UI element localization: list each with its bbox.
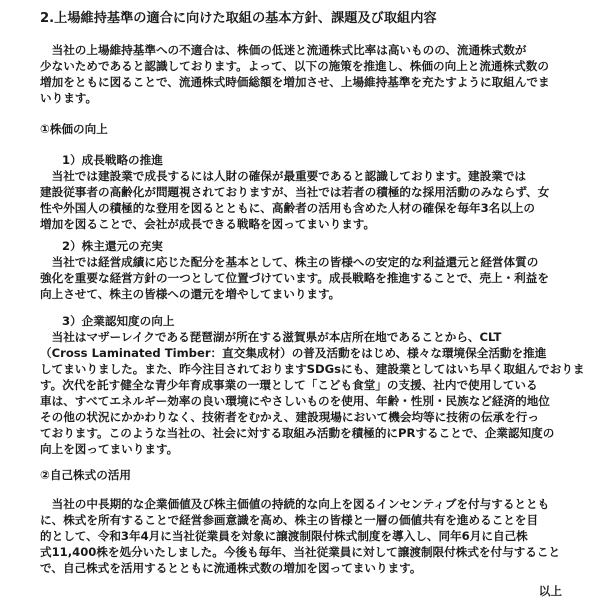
text-line: 当社では建設業で成長するには人財の確保が最重要であると認識しております。建設業では	[40, 169, 527, 183]
closing-mark: 以上	[538, 584, 562, 598]
text-line: 性や外国人の積極的な登用を図るとともに、高齢者の活用も含めた人材の確保を毎年3名以上の	[40, 201, 536, 215]
text-line: してまいりました。また、昨今注目されておりますSDGsにも、建設業としてはいち早く取組んでおりま	[40, 362, 585, 376]
document-heading: 2.上場維持基準の適合に向けた取組の基本方針、課題及び取組内容	[40, 11, 437, 26]
text-line: 少ないためであると認識しております。よって、以下の施策を推進し、株価の向上と流通株式数の	[40, 59, 549, 73]
section-title-stock-price: ①株価の向上	[40, 122, 108, 136]
item-title-growth-strategy: 1）成長戦略の推進	[62, 153, 163, 167]
text-line: 当社はマザーレイクである琵琶湖が所在する滋賀県が本店所在地であることから、CLT	[40, 330, 502, 344]
text-line: す。次代を託す健全な青少年育成事業の一環として「こども食堂」の支援、社内で使用している	[40, 378, 538, 392]
text-line: 車は、すべてエネルギー効率の良い環境にやさしいものを使用、年齢・性別・民族など経済的地位	[40, 394, 550, 408]
text-line: 式11,400株を処分いたしました。今後も毎年、当社従業員に対して譲渡制限付株式を付与すること	[40, 545, 561, 559]
text-line: 当社の上場維持基準への不適合は、株価の低迷と流通株式比率は高いものの、流通株式数が	[40, 43, 527, 57]
text-line: 当社の中長期的な企業価値及び株主価値の持続的な向上を図るインセンティブを付与するととも	[40, 497, 550, 511]
text-line: （Cross Laminated Timber：直交集成材）の普及活動をはじめ、様々な環境保全活動を推進	[40, 346, 547, 360]
item-title-corporate-recognition: 3）企業認知度の向上	[62, 314, 175, 328]
text-line: 増加をともに図ることで、流通株式時価総額を増加させ、上場維持基準を充たすように取組んでま	[40, 75, 550, 89]
text-line: 当社では経営成績に応じた配分を基本として、株主の皆様への安定的な利益還元と経営体質の	[40, 255, 539, 269]
section-title-treasury-stock: ②自己株式の活用	[40, 468, 131, 482]
text-line: ております。このような当社の、社会に対する取組み活動を積極的にPRすることで、企業認知度の	[40, 426, 555, 440]
text-line: 的として、令和3年4月に当社従業員を対象に譲渡制限付株式制度を導入し、同年6月に自己株	[40, 529, 528, 543]
text-line: に、株式を所有することで経営参画意識を高め、株主の皆様と一層の価値共有を進めることを目	[40, 513, 539, 527]
text-line: 向上を図ってまいります。	[40, 442, 179, 456]
text-line: で、自己株式を活用するとともに流通株式数の増加を図ってまいります。	[40, 561, 422, 575]
item-title-shareholder-return: 2）株主還元の充実	[62, 239, 163, 253]
text-line: 建設従事者の高齢化が問題視されておりますが、当社では若者の積極的な採用活動のみならず、女	[40, 185, 550, 199]
text-line: その他の状況にかかわりなく、技術者をむかえ、建設現場において機会均等に技術の伝承を行っ	[40, 410, 539, 424]
text-line: 強化を重要な経営方針の一つとして位置づけています。成長戦略を推進することで、売上・利益を	[40, 271, 549, 285]
text-line: いります。	[40, 91, 98, 105]
text-line: 増加を図ることで、会社が成長できる戦略を図ってまいります。	[40, 217, 376, 231]
text-line: 向上させて、株主の皆様への還元を増やしてまいります。	[40, 287, 341, 301]
